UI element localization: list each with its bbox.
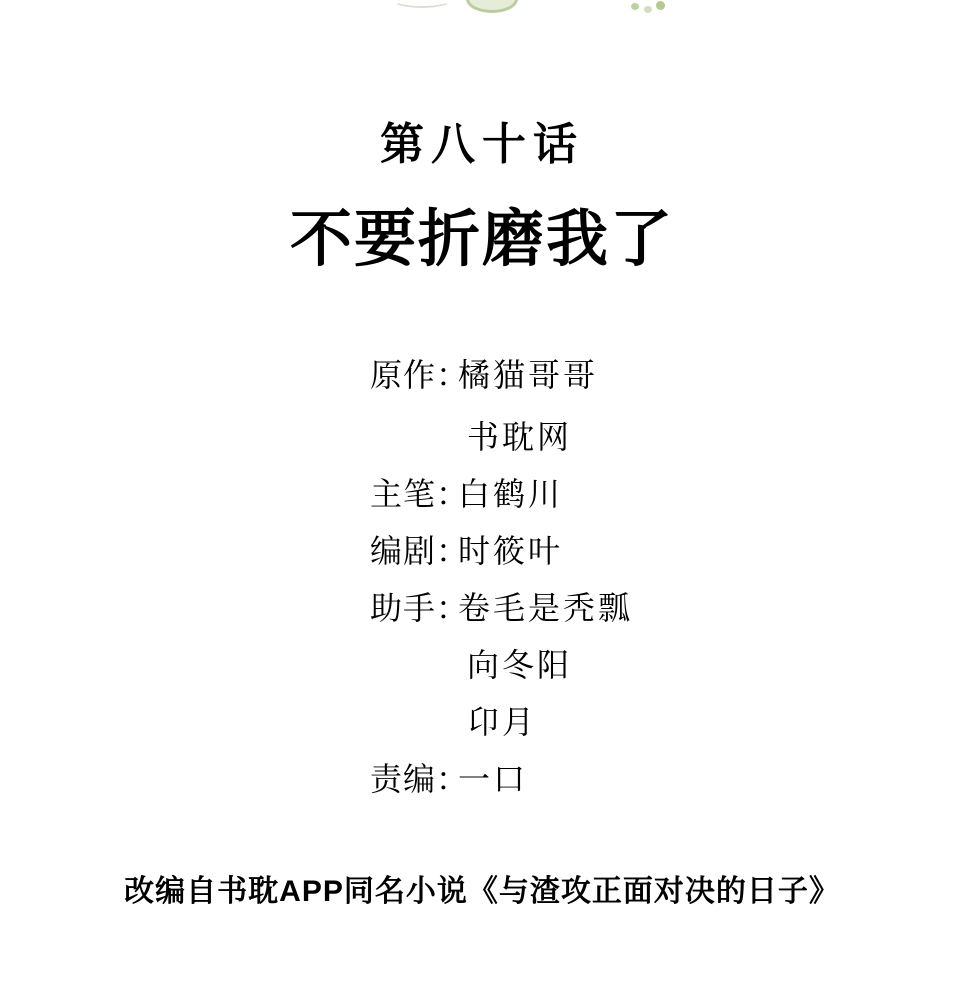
credit-row [370, 579, 633, 636]
credit-person-name: 书耽网 [467, 418, 573, 455]
leaf-dot-decoration [644, 6, 652, 13]
credit-person-name: 橘猫哥哥 [458, 356, 599, 393]
chapter-number: 第八十话 [380, 120, 584, 169]
credit-person-name: 向冬阳 [467, 646, 573, 683]
credit-person-name: 卷毛是秃瓢 [458, 589, 634, 626]
chapter-title: 不要折磨我了 [289, 205, 674, 274]
credit-person-name: 卬月 [467, 703, 538, 740]
credit-role-label: 原作： [370, 356, 470, 393]
credit-role-label: 责编： [370, 760, 470, 797]
leaf-arc-decoration [393, 0, 451, 8]
credit-role-label: 助手： [370, 589, 470, 626]
leaf-dot-decoration [656, 1, 665, 10]
credits-list [370, 346, 633, 807]
credit-role-label: 主笔： [370, 475, 470, 512]
credit-row [370, 522, 633, 579]
leaf-dot-decoration [631, 3, 639, 10]
credit-person-name: 时筱叶 [458, 532, 564, 569]
adaptation-note: 改编自书耽APP同名小说《与渣攻正面对决的日子》 [124, 875, 840, 908]
credit-row [370, 750, 633, 807]
credit-person-name: 一口 [458, 760, 529, 797]
credit-row [370, 693, 633, 750]
credit-role-label: 编剧： [370, 532, 470, 569]
credit-person-name: 白鹤川 [458, 475, 564, 512]
credit-row [370, 346, 633, 403]
credit-row [370, 636, 633, 693]
credit-row [370, 408, 633, 465]
leaf-crescent-decoration [466, 0, 518, 13]
credit-row [370, 465, 633, 522]
